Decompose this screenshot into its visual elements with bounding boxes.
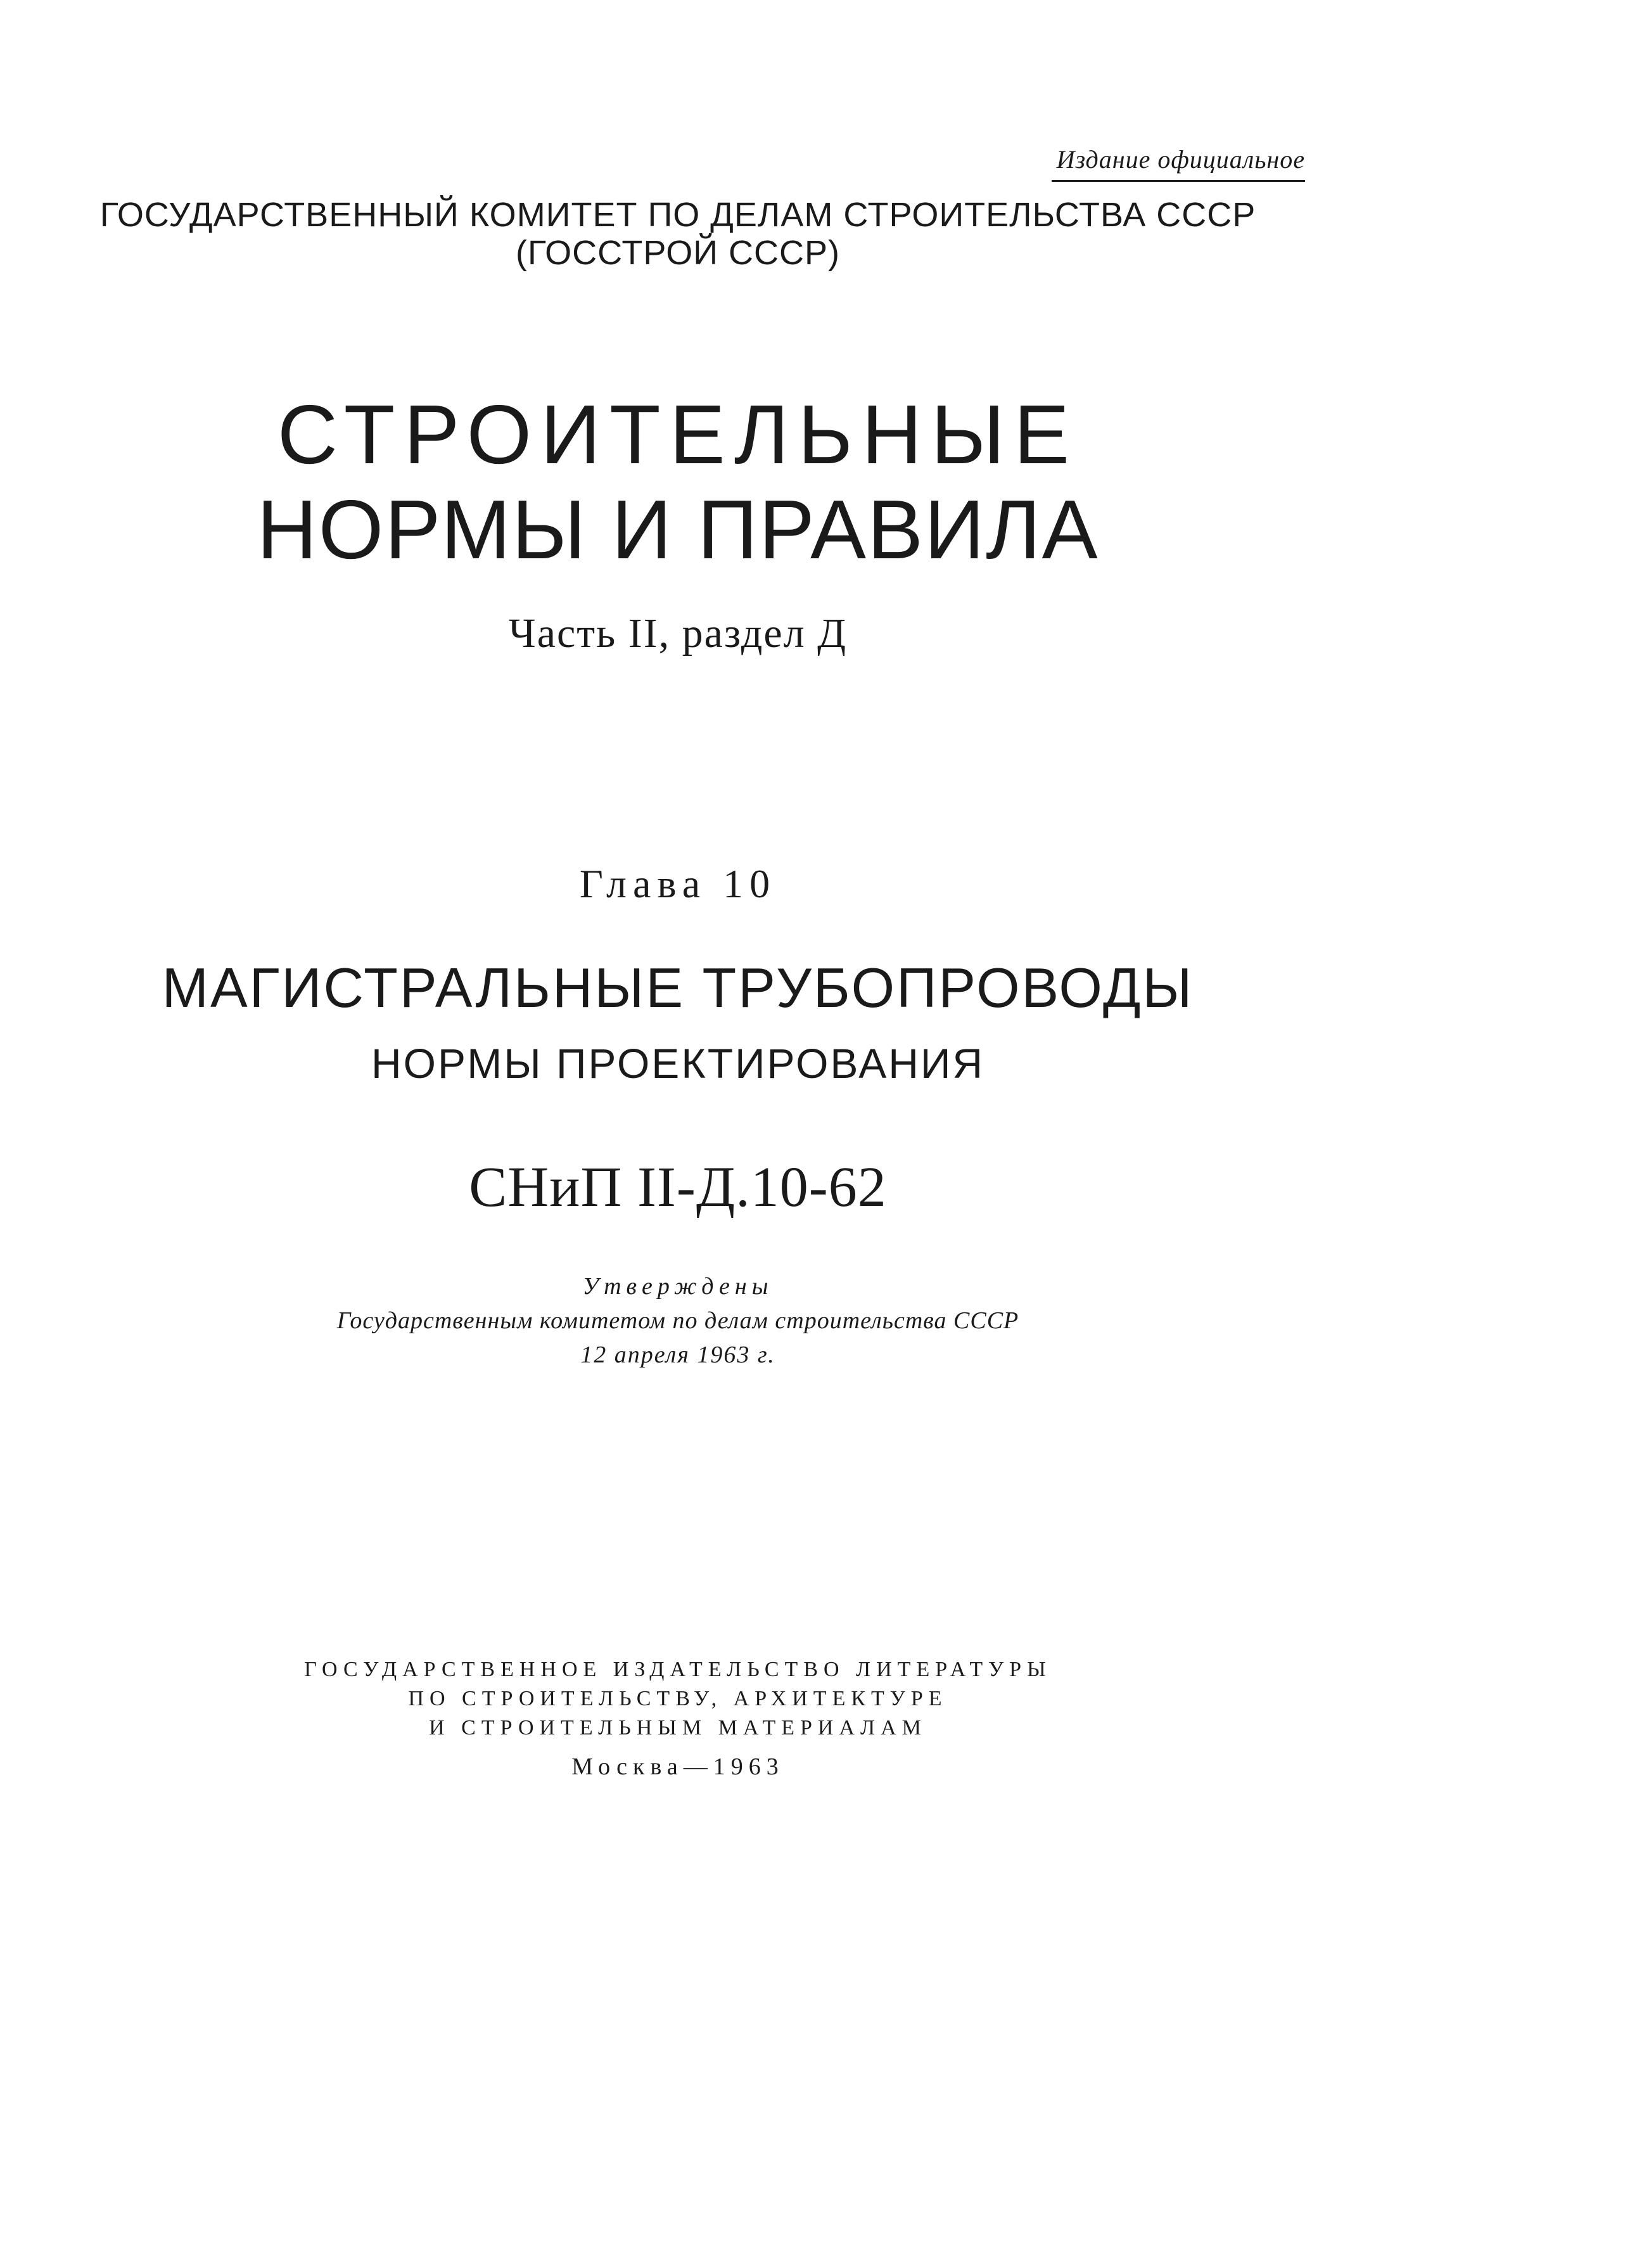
part-section-label: Часть II, раздел Д <box>508 610 848 657</box>
chapter-subject: МАГИСТРАЛЬНЫЕ ТРУБОПРОВОДЫ <box>162 956 1194 1019</box>
committee-name: ГОСУДАРСТВЕННЫЙ КОМИТЕТ ПО ДЕЛАМ СТРОИТЕЛЬСТВА СССР <box>99 196 1256 234</box>
approval-label: Утверждены <box>582 1273 774 1300</box>
approval-authority: Государственным комитетом по делам строительства СССР <box>336 1307 1019 1334</box>
main-title-line-1: СТРОИТЕЛЬНЫЕ <box>277 388 1079 481</box>
document-code: СНиП II-Д.10-62 <box>469 1156 887 1219</box>
publisher-line-3: И СТРОИТЕЛЬНЫМ МАТЕРИАЛАМ <box>429 1716 927 1739</box>
publisher-line-1: ГОСУДАРСТВЕННОЕ ИЗДАТЕЛЬСТВО ЛИТЕРАТУРЫ <box>304 1658 1052 1681</box>
official-edition-label: Издание официальное <box>1056 145 1305 174</box>
committee-abbreviation: (ГОССТРОЙ СССР) <box>515 234 841 272</box>
publisher-line-2: ПО СТРОИТЕЛЬСТВУ, АРХИТЕКТУРЕ <box>408 1687 948 1710</box>
chapter-subtitle: НОРМЫ ПРОЕКТИРОВАНИЯ <box>371 1040 985 1087</box>
approval-date: 12 апреля 1963 г. <box>580 1342 775 1368</box>
publication-city-year: Москва—1963 <box>571 1753 784 1780</box>
chapter-label: Глава 10 <box>579 861 777 906</box>
main-title-line-2: НОРМЫ И ПРАВИЛА <box>257 483 1099 576</box>
official-edition-underline <box>1052 180 1305 182</box>
